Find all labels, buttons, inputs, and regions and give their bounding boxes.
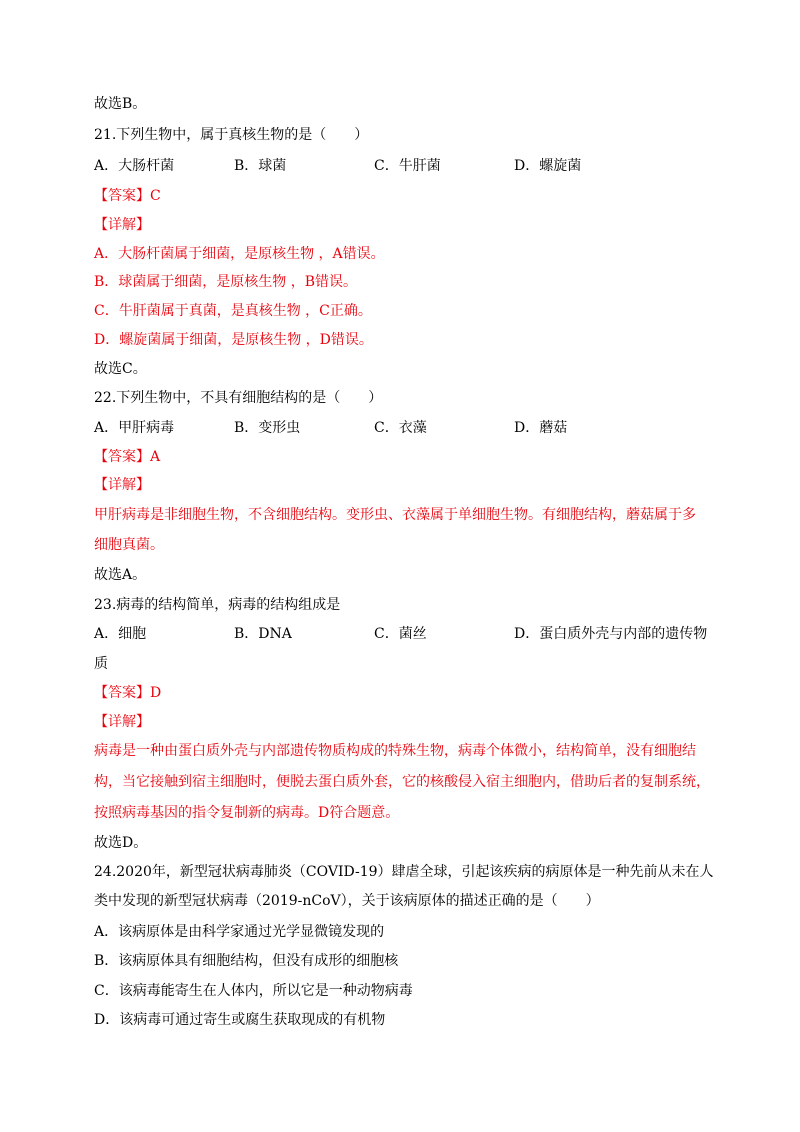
q21-detail-d: D．螺旋菌属于细菌，是原核生物 ，D错误。	[94, 332, 373, 348]
q23-option-c: C．菌丝	[374, 626, 427, 642]
q22-detail-label: 【详解】	[94, 477, 150, 493]
q21-detail-label: 【详解】	[94, 217, 150, 233]
q23-detail-line-3: 按照病毒基因的指令复制新的病毒。D符合题意。	[94, 805, 400, 821]
q21-detail-b: B．球菌属于细菌，是原核生物 ，B错误。	[94, 274, 358, 290]
q23-detail-line-1: 病毒是一种由蛋白质外壳与内部遗传物质构成的特殊生物，病毒个体微小，结构简单，没有细胞结	[94, 743, 696, 759]
q23-answer: 【答案】D	[94, 685, 162, 701]
q24-option-b: B．该病原体具有细胞结构，但没有成形的细胞核	[94, 953, 399, 969]
q21-conclusion: 故选C。	[94, 361, 147, 377]
q21-answer: 【答案】C	[94, 188, 161, 204]
q23-option-d: D．蛋白质外壳与内部的遗传物	[514, 626, 708, 642]
q23-option-d-wrap: 质	[94, 656, 108, 672]
q21-option-c: C．牛肝菌	[374, 158, 441, 174]
q22-option-a: A．甲肝病毒	[94, 420, 175, 436]
q24-option-c: C．该病毒能寄生在人体内，所以它是一种动物病毒	[94, 983, 413, 999]
q21-detail-a: A．大肠杆菌属于细菌，是原核生物 ，A错误。	[94, 246, 385, 262]
q22-answer: 【答案】A	[94, 449, 161, 465]
q21-stem: 21.下列生物中，属于真核生物的是（ ）	[94, 127, 369, 143]
q23-option-a: A．细胞	[94, 626, 147, 642]
q23-conclusion: 故选D。	[94, 835, 148, 851]
q22-stem: 22.下列生物中，不具有细胞结构的是（ ）	[94, 390, 383, 406]
q24-option-d: D．该病毒可通过寄生或腐生获取现成的有机物	[94, 1012, 386, 1028]
q22-detail-line-2: 细胞真菌。	[94, 537, 164, 553]
q22-conclusion: 故选A。	[94, 567, 147, 583]
q21-option-b: B．球菌	[234, 158, 287, 174]
q22-option-b: B．变形虫	[234, 420, 301, 436]
q22-option-c: C．衣藻	[374, 420, 427, 436]
q21-option-a: A．大肠杆菌	[94, 158, 175, 174]
q21-option-d: D．螺旋菌	[514, 158, 582, 174]
q23-detail-label: 【详解】	[94, 714, 150, 730]
q24-stem-line-2: 类中发现的新型冠状病毒（2019-nCoV），关于该病原体的描述正确的是（ ）	[94, 893, 600, 909]
q23-option-b: B．DNA	[234, 626, 292, 642]
conclusion-prev: 故选B。	[94, 96, 147, 112]
q22-detail-line-1: 甲肝病毒是非细胞生物，不含细胞结构。变形虫、衣藻属于单细胞生物。有细胞结构，蘑菇属于多	[94, 507, 696, 523]
q21-detail-c: C．牛肝菌属于真菌，是真核生物 ，C正确。	[94, 303, 372, 319]
q22-option-d: D．蘑菇	[514, 420, 568, 436]
q24-stem-line-1: 24.2020年，新型冠状病毒肺炎（COVID-19）肆虐全球，引起该疾病的病原体是一种先前从未在人	[94, 864, 714, 880]
q23-detail-line-2: 构，当它接触到宿主细胞时，便脱去蛋白质外套，它的核酸侵入宿主细胞内，借助后者的复制系统，	[94, 774, 710, 790]
q24-option-a: A．该病原体是由科学家通过光学显微镜发现的	[94, 924, 385, 940]
q23-stem: 23.病毒的结构简单，病毒的结构组成是	[94, 597, 341, 613]
